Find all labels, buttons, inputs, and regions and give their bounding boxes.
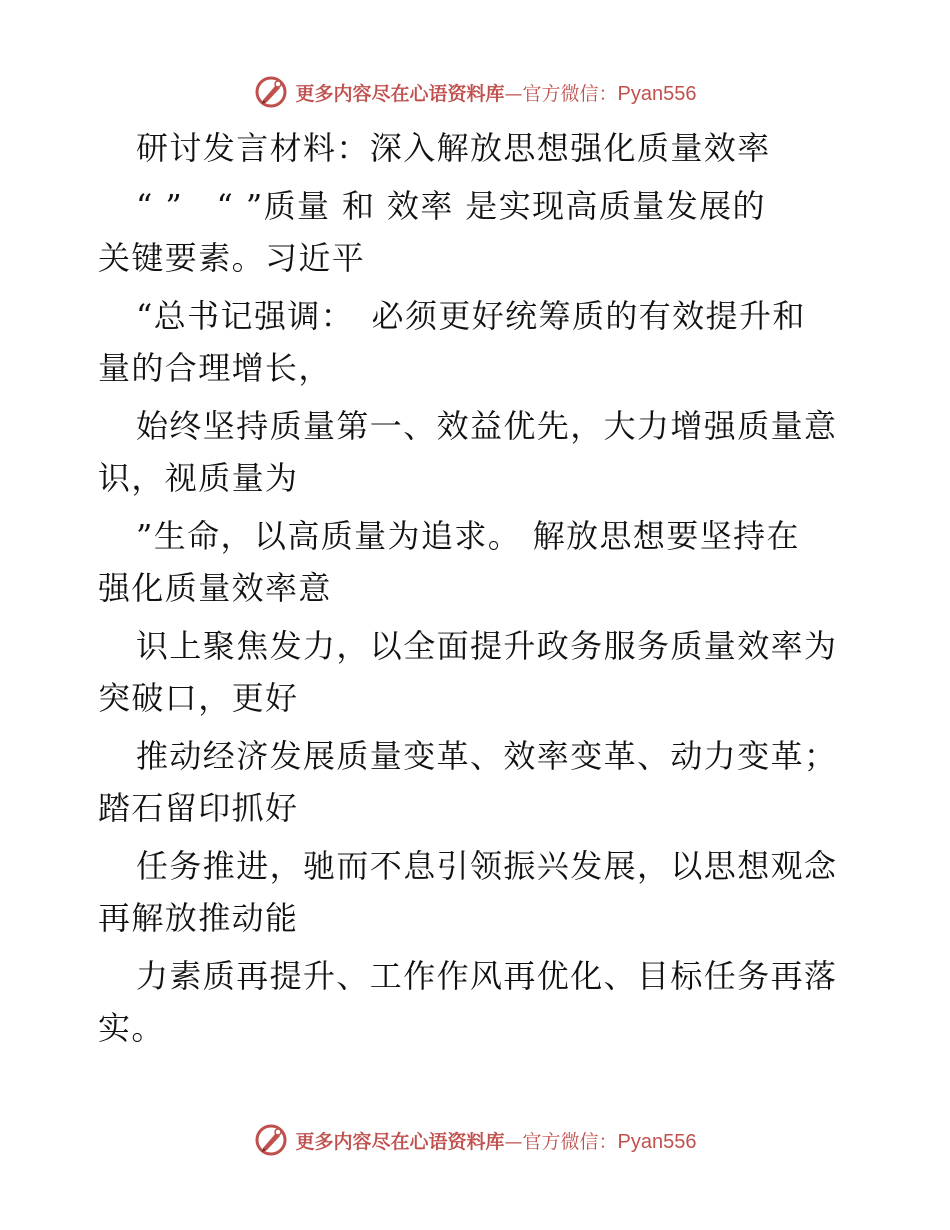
header-wechat-label: 官方微信： <box>522 82 618 105</box>
footer-dash: — <box>504 1131 523 1153</box>
paragraph-line: 关键要素。习近平 <box>98 239 366 277</box>
pen-logo-icon <box>254 75 288 109</box>
header-promo-text: 更多内容尽在心语资料库 <box>295 82 505 105</box>
paragraph-line: 实。 <box>98 1009 165 1047</box>
paragraph-line: 始终坚持质量第一、效益优先，大力增强质量意 <box>136 407 838 445</box>
paragraph-line: “ ” “ ”质量 和 效率 是实现高质量发展的 <box>136 187 766 225</box>
paragraph-line: 任务推进，驰而不息引领振兴发展，以思想观念 <box>136 847 838 885</box>
paragraph-line: 再解放推动能 <box>98 899 299 937</box>
header-dash: — <box>504 83 523 105</box>
paragraph-line: ”生命，以高质量为追求。 解放思想要坚持在 <box>136 517 800 555</box>
footer-promo-text: 更多内容尽在心语资料库 <box>295 1130 505 1153</box>
footer-wechat-label: 官方微信： <box>522 1130 618 1153</box>
footer-text <box>296 1127 697 1154</box>
paragraph-line: “总书记强调： 必须更好统筹质的有效提升和 <box>136 297 806 335</box>
footer-wechat-id: Pyan556 <box>617 1130 697 1153</box>
paragraph-line: 推动经济发展质量变革、效率变革、动力变革； <box>136 737 838 775</box>
header-banner <box>0 72 950 112</box>
paragraph-line: 踏石留印抓好 <box>98 789 299 827</box>
paragraph-line: 力素质再提升、工作作风再优化、目标任务再落 <box>136 957 838 995</box>
paragraph-line: 突破口，更好 <box>98 679 299 717</box>
header-text <box>296 79 697 106</box>
paragraph-line: 强化质量效率意 <box>98 569 332 607</box>
document-title: 研讨发言材料：深入解放思想强化质量效率 <box>136 129 771 167</box>
paragraph-line: 识上聚焦发力，以全面提升政务服务质量效率为 <box>136 627 838 665</box>
header-wechat-id: Pyan556 <box>617 82 697 105</box>
paragraph-line: 量的合理增长， <box>98 349 332 387</box>
pen-logo-icon <box>254 1123 288 1157</box>
footer-banner <box>0 1120 950 1160</box>
paragraph-line: 识，视质量为 <box>98 459 299 497</box>
document-body <box>98 122 858 1054</box>
